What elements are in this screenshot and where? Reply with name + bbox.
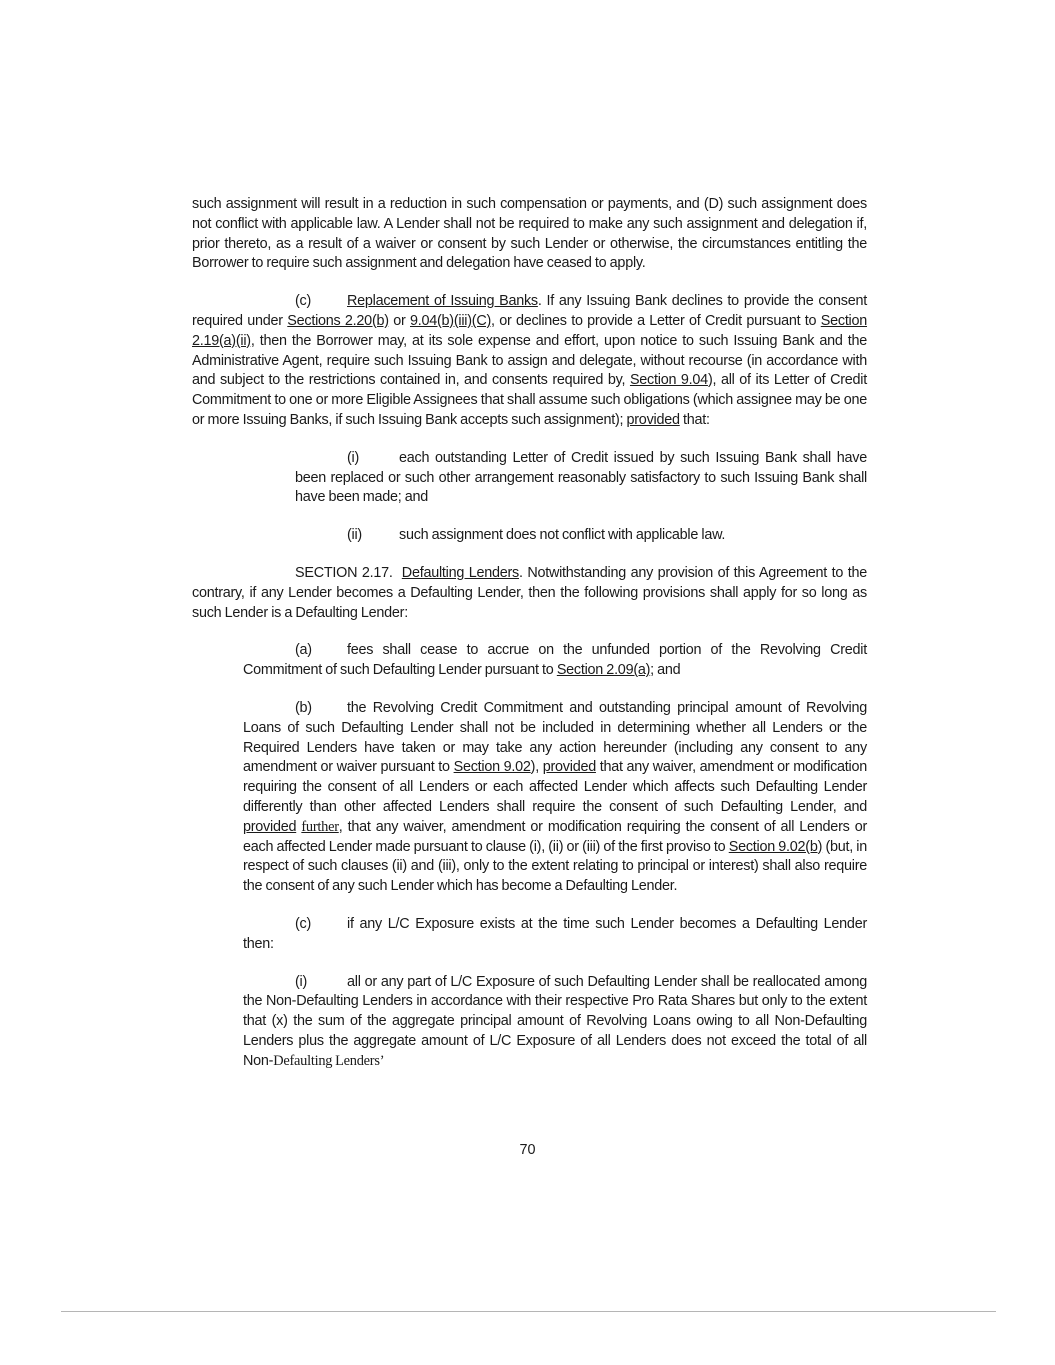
cross-reference: Section 2.19(a)(ii) — [192, 312, 868, 349]
clause-a: (a) fees shall cease to accrue on the unfunded portion of the Revolving Credit Commitment of such Defaulting Lender pursuant to Section 2.09(a); and — [243, 642, 867, 679]
subclause-c-i-reallocation: (i) all or any part of L/C Exposure of such Defaulting Lender shall be reallocated among the Non-Defaulting Lenders in accordance with their respective Pro Rata Shares but only to the extent that (x) the sum of the aggregate principal amount of Revolving Loans owing to all Non-Defaulting Lenders plus the aggregate amount of L/C Exposure of all Lenders does not exceed the total of all Non-Defaulting Lenders’ — [243, 973, 867, 1069]
proviso-term: provided — [243, 818, 297, 835]
clause-heading: Replacement of Issuing Banks — [347, 293, 538, 310]
clause-c-lc-exposure: (c) if any L/C Exposure exists at the time such Lender becomes a Defaulting Lender then: — [243, 915, 867, 952]
document-body — [192, 195, 867, 1071]
cross-reference: Section 9.02 — [453, 759, 531, 776]
cross-reference: Section 9.04 — [629, 372, 708, 389]
subclause-c-i: (i) each outstanding Letter of Credit issued by such Issuing Bank shall have been replaced or such other arrangement reasonably satisfactory to such Issuing Bank shall have been made; and — [295, 449, 867, 506]
clause-label: (i) — [347, 449, 360, 466]
cross-reference: Section 2.09(a) — [556, 662, 651, 679]
proviso-term: further — [301, 818, 339, 835]
section-heading: Defaulting Lenders — [401, 564, 519, 581]
paragraph-continuation: such assignment will result in a reduction in such compensation or payments, and (D) such assignment does not conflict with applicable law. A Lender shall not be required to make any such assignment and delegation if, prior thereto, as a result of a waiver or consent by such Lender or otherwise, the circumstances entitling the Borrower to require such assignment and delegation have ceased to apply. — [192, 196, 867, 272]
page-divider — [61, 1311, 996, 1312]
cross-reference: 9.04(b)(iii)(C) — [410, 312, 491, 329]
section-2-17-defaulting-lenders: SECTION 2.17. Defaulting Lenders. Notwithstanding any provision of this Agreement to the contrary, if any Lender becomes a Defaulting Lender, then the following provisions shall apply for so long as such Lender is a Defaulting Lender: — [192, 564, 868, 621]
clause-b: (b) the Revolving Credit Commitment and outstanding principal amount of Revolving Loans of such Defaulting Lender shall not be included in determining whether all Lenders or the Required Lenders have taken or may take any action hereunder (including any consent to any amendment or waiver pursuant to Section 9.02), provided that any waiver, amendment or modification requiring the consent of all Lenders or each affected Lender which affects such Defaulting Lender differently than other affected Lenders shall require the consent of such Defaulting Lender, and provided further, that any waiver, amendment or modification requiring the consent of all Lenders or each affected Lender made pursuant to clause (i), (ii) or (iii) of the first proviso to Section 9.02(b) (but, in respect of such clauses (ii) and (iii), only to the extent relating to principal or interest) shall also require the consent of any such Lender which has become a Defaulting Lender. — [243, 699, 868, 895]
clause-label: (a) — [295, 642, 312, 659]
cross-reference: Section 9.02(b) — [728, 838, 823, 855]
clause-c-replacement-of-issuing-banks: (c) Replacement of Issuing Banks. If any Issuing Bank declines to provide the consent required under Sections 2.20(b) or 9.04(b)(iii)(C), or declines to provide a Letter of Credit pursuant to Section 2.19(a)(ii), then the Borrower may, at its sole expense and effort, upon notice to such Issuing Bank and the Administrative Agent, require such Issuing Bank to assign and delegate, without recourse (in accordance with and subject to the restrictions contained in, and consents required by, Section 9.04), all of its Letter of Credit Commitment to one or more Eligible Assignees that shall assume such obligations (which assignee may be one or more Issuing Banks, if such Issuing Bank accepts such assignment); provided that: — [192, 293, 868, 428]
proviso-term: provided — [542, 759, 596, 776]
clause-label: (b) — [295, 699, 312, 716]
clause-label: (ii) — [347, 527, 362, 544]
section-number: SECTION 2.17. — [295, 564, 393, 581]
proviso-term: provided — [626, 411, 680, 428]
clause-label: (i) — [295, 973, 308, 990]
clause-label: (c) — [295, 293, 312, 310]
clause-label: (c) — [295, 915, 312, 932]
cross-reference: Sections 2.20(b) — [287, 312, 389, 329]
page-number: 70 — [519, 1142, 536, 1158]
subclause-c-ii: (ii) such assignment does not conflict with applicable law. — [295, 526, 867, 546]
